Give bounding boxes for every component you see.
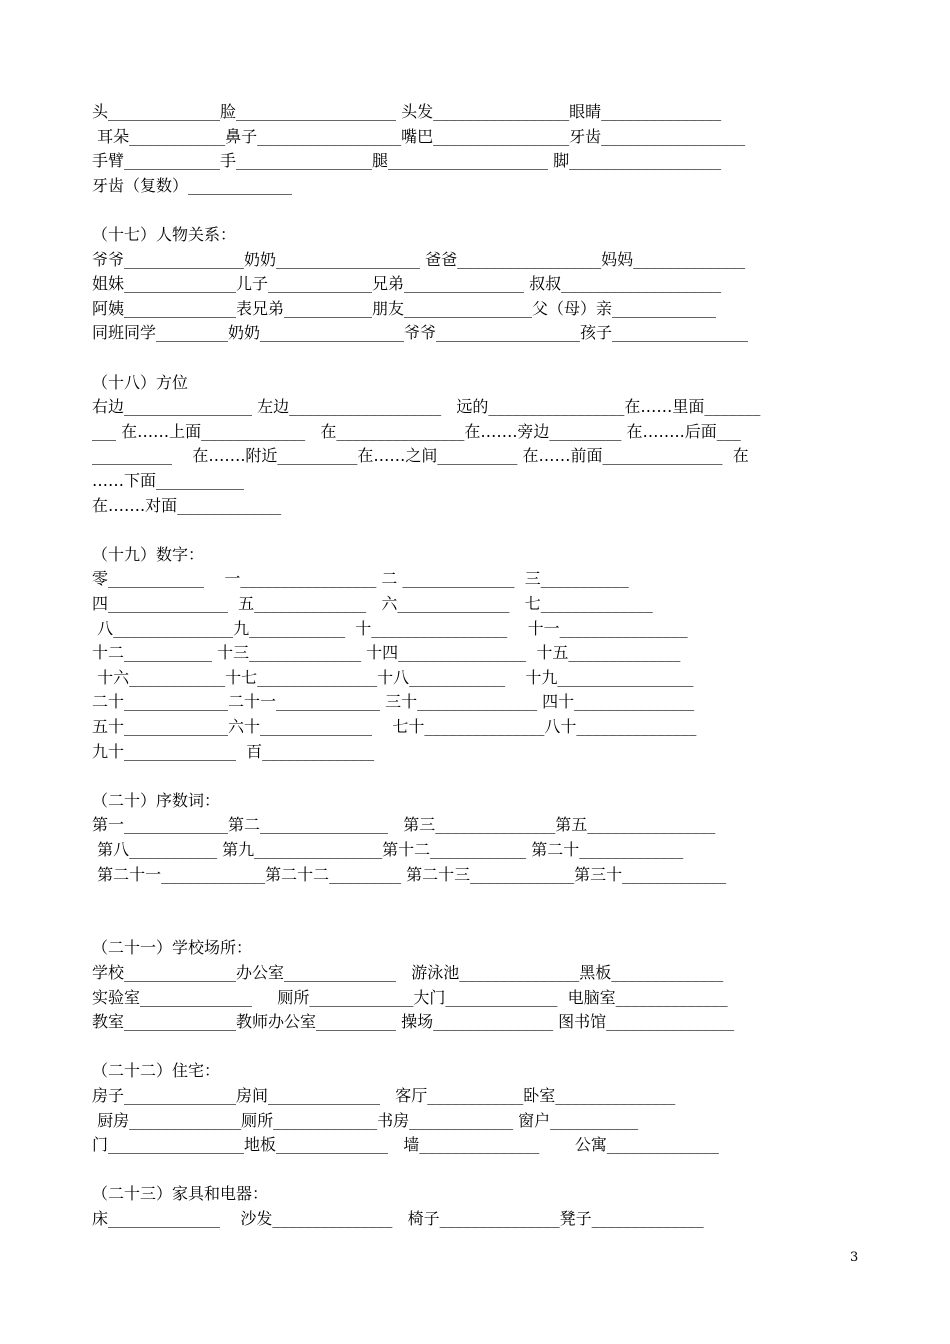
- worksheet-line: 爷爷_______________奶奶__________________ 爸爸__________________妈妈______________: [92, 250, 746, 269]
- worksheet-line: [92, 346, 872, 370]
- worksheet-line: 实验室______________ 厕所_____________大门______________ 电脑室______________: [92, 988, 728, 1007]
- worksheet-line: 厨房______________厕所_____________书房_____________ 窗户___________: [92, 1111, 639, 1130]
- section-heading: （十七）人物关系：: [92, 225, 237, 244]
- worksheet-line: [92, 887, 872, 911]
- worksheet-line: 同班同学_________奶奶__________________爷爷__________________孩子_________________: [92, 323, 749, 342]
- worksheet-line: 在…….对面_____________: [92, 496, 282, 515]
- worksheet-line: 零____________ 一_________________ 二 ______________ 三___________: [92, 569, 629, 588]
- section-heading: （十八）方位: [92, 373, 189, 392]
- section-heading: （十九）数字：: [92, 545, 205, 564]
- worksheet-line: 床______________ 沙发_______________ 椅子_______________凳子______________: [92, 1209, 704, 1228]
- worksheet-line: 姐妹______________儿子_____________兄弟_______________ 叔叔____________________: [92, 274, 722, 293]
- worksheet-line: __________ 在…….附近__________在……之间__________ 在……前面_______________ 在: [92, 446, 749, 465]
- worksheet-line: 四_______________ 五______________ 六______________ 七______________: [92, 594, 653, 613]
- worksheet-line: 耳朵____________鼻子__________________嘴巴_________________牙齿__________________: [92, 127, 746, 146]
- worksheet-line: 第二十一_____________第二十二_________ 第二十三_____________第三十_____________: [92, 865, 727, 884]
- worksheet-line: 十六____________十七_______________十八____________ 十九_________________: [92, 668, 694, 687]
- worksheet-line: 阿姨______________表兄弟___________朋友________________父（母）亲_____________: [92, 299, 717, 318]
- worksheet-line: 牙齿（复数）_____________: [92, 176, 293, 195]
- section-heading: （二十二）住宅：: [92, 1061, 221, 1080]
- worksheet-line: 房子______________房间______________ 客厅____________卧室_______________: [92, 1086, 676, 1105]
- worksheet-line: 右边________________ 左边___________________ 远的_________________在……里面_______: [92, 397, 761, 416]
- worksheet-line: 九十______________ 百______________: [92, 742, 375, 761]
- worksheet-line: 第八___________ 第九________________第十二____________ 第二十_____________: [92, 840, 684, 859]
- section-heading: （二十三）家具和电器：: [92, 1184, 269, 1203]
- worksheet-line: [92, 912, 872, 936]
- worksheet-line: [92, 1035, 872, 1059]
- worksheet-line: 五十_____________六十______________ 七十_______________八十_______________: [92, 717, 697, 736]
- worksheet-line: 八_______________九____________ 十_________________ 十一________________: [92, 619, 688, 638]
- worksheet-line: ___ 在……上面_____________ 在________________在…….旁边_________ 在……..后面___: [92, 422, 741, 441]
- worksheet-line: 十二___________ 十三______________ 十四________________ 十五______________: [92, 643, 681, 662]
- worksheet-line: 教室______________教师办公室__________ 操场_______________ 图书馆________________: [92, 1012, 735, 1031]
- worksheet-line: 学校______________办公室______________ 游泳池_______________黑板______________: [92, 963, 724, 982]
- worksheet-line: [92, 198, 872, 222]
- worksheet-line: 门_________________地板______________ 墙_______________ 公寓______________: [92, 1135, 719, 1154]
- worksheet-line: 手臂____________手_________________腿____________________ 脚___________________: [92, 151, 722, 170]
- worksheet-line: [92, 518, 872, 542]
- worksheet-line: 第一_____________第二________________ 第三_______________第五________________: [92, 815, 716, 834]
- worksheet-line: 头______________脸____________________ 头发_________________眼睛_______________: [92, 102, 722, 121]
- worksheet-line: 二十_____________二十一_____________ 三十_______________ 四十_______________: [92, 692, 695, 711]
- page-number: 3: [850, 1250, 859, 1265]
- section-heading: （二十一）学校场所：: [92, 938, 253, 957]
- section-heading: （二十）序数词：: [92, 791, 221, 810]
- worksheet-line: ……下面___________: [92, 471, 245, 490]
- worksheet-line: [92, 764, 872, 788]
- worksheet-line: [92, 1158, 872, 1182]
